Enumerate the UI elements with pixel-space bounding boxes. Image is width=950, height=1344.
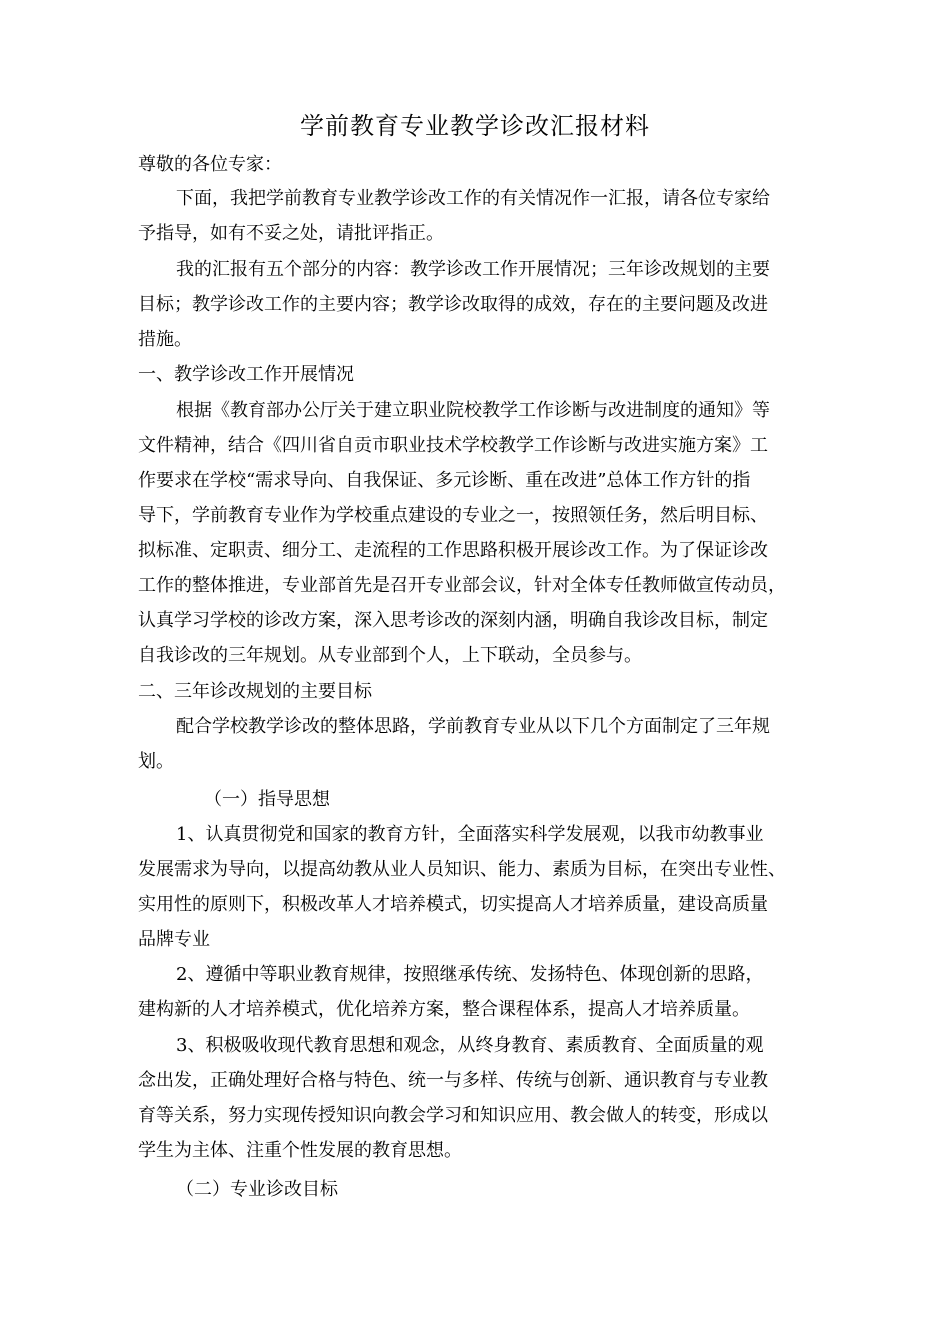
paragraph-line: 我的汇报有五个部分的内容：教学诊改工作开展情况；三年诊改规划的主要 <box>176 259 770 280</box>
paragraph-line: 品牌专业 <box>138 929 210 950</box>
paragraph-line: 下面，我把学前教育专业教学诊改工作的有关情况作一汇报，请各位专家给 <box>176 188 770 209</box>
paragraph-line: 育等关系，努力实现传授知识向教会学习和知识应用、教会做人的转变，形成以 <box>138 1105 768 1126</box>
paragraph-line: 发展需求为导向，以提高幼教从业人员知识、能力、素质为目标，在突出专业性、 <box>138 859 786 880</box>
paragraph-line: 2、遵循中等职业教育规律，按照继承传统、发扬特色、体现创新的思路， <box>176 964 764 985</box>
paragraph-line: 念出发，正确处理好合格与特色、统一与多样、传统与创新、通识教育与专业教 <box>138 1070 768 1091</box>
paragraph-line: 建构新的人才培养模式，优化培养方案，整合课程体系，提高人才培养质量。 <box>138 999 750 1020</box>
salutation: 尊敬的各位专家： <box>138 154 282 175</box>
subsection-heading: （二）专业诊改目标 <box>176 1179 338 1200</box>
paragraph-line: 认真学习学校的诊改方案，深入思考诊改的深刻内涵，明确自我诊改目标，制定 <box>138 610 768 631</box>
paragraph-line: 3、积极吸收现代教育思想和观念，从终身教育、素质教育、全面质量的观 <box>176 1035 764 1056</box>
section-heading: 一、教学诊改工作开展情况 <box>138 364 354 385</box>
paragraph-line: 文件精神，结合《四川省自贡市职业技术学校教学工作诊断与改进实施方案》工 <box>138 435 768 456</box>
paragraph-line: 措施。 <box>138 329 192 350</box>
subsection-heading: （一）指导思想 <box>204 789 330 810</box>
paragraph-line: 根据《教育部办公厅关于建立职业院校教学工作诊断与改进制度的通知》等 <box>176 400 770 421</box>
paragraph-line: 实用性的原则下，积极改革人才培养模式，切实提高人才培养质量，建设高质量 <box>138 894 768 915</box>
section-heading: 二、三年诊改规划的主要目标 <box>138 681 372 702</box>
paragraph-line: 目标；教学诊改工作的主要内容；教学诊改取得的成效，存在的主要问题及改进 <box>138 294 768 315</box>
paragraph-line: 作要求在学校“需求导向、自我保证、多元诊断、重在改进”总体工作方针的指 <box>138 470 751 491</box>
document-title: 学前教育专业教学诊改汇报材料 <box>300 112 650 140</box>
paragraph-line: 配合学校教学诊改的整体思路，学前教育专业从以下几个方面制定了三年规 <box>176 716 770 737</box>
paragraph-line: 自我诊改的三年规划。从专业部到个人，上下联动，全员参与。 <box>138 645 642 666</box>
paragraph-line: 导下，学前教育专业作为学校重点建设的专业之一，按照领任务，然后明目标、 <box>138 505 768 526</box>
paragraph-line: 工作的整体推进，专业部首先是召开专业部会议，针对全体专任教师做宣传动员， <box>138 575 786 596</box>
paragraph-line: 划。 <box>138 751 174 772</box>
paragraph-line: 学生为主体、注重个性发展的教育思想。 <box>138 1140 462 1161</box>
paragraph-line: 拟标准、定职责、细分工、走流程的工作思路积极开展诊改工作。为了保证诊改 <box>138 540 768 561</box>
paragraph-line: 1、认真贯彻党和国家的教育方针，全面落实科学发展观，以我市幼教事业 <box>176 824 764 845</box>
paragraph-line: 予指导，如有不妥之处，请批评指正。 <box>138 223 444 244</box>
